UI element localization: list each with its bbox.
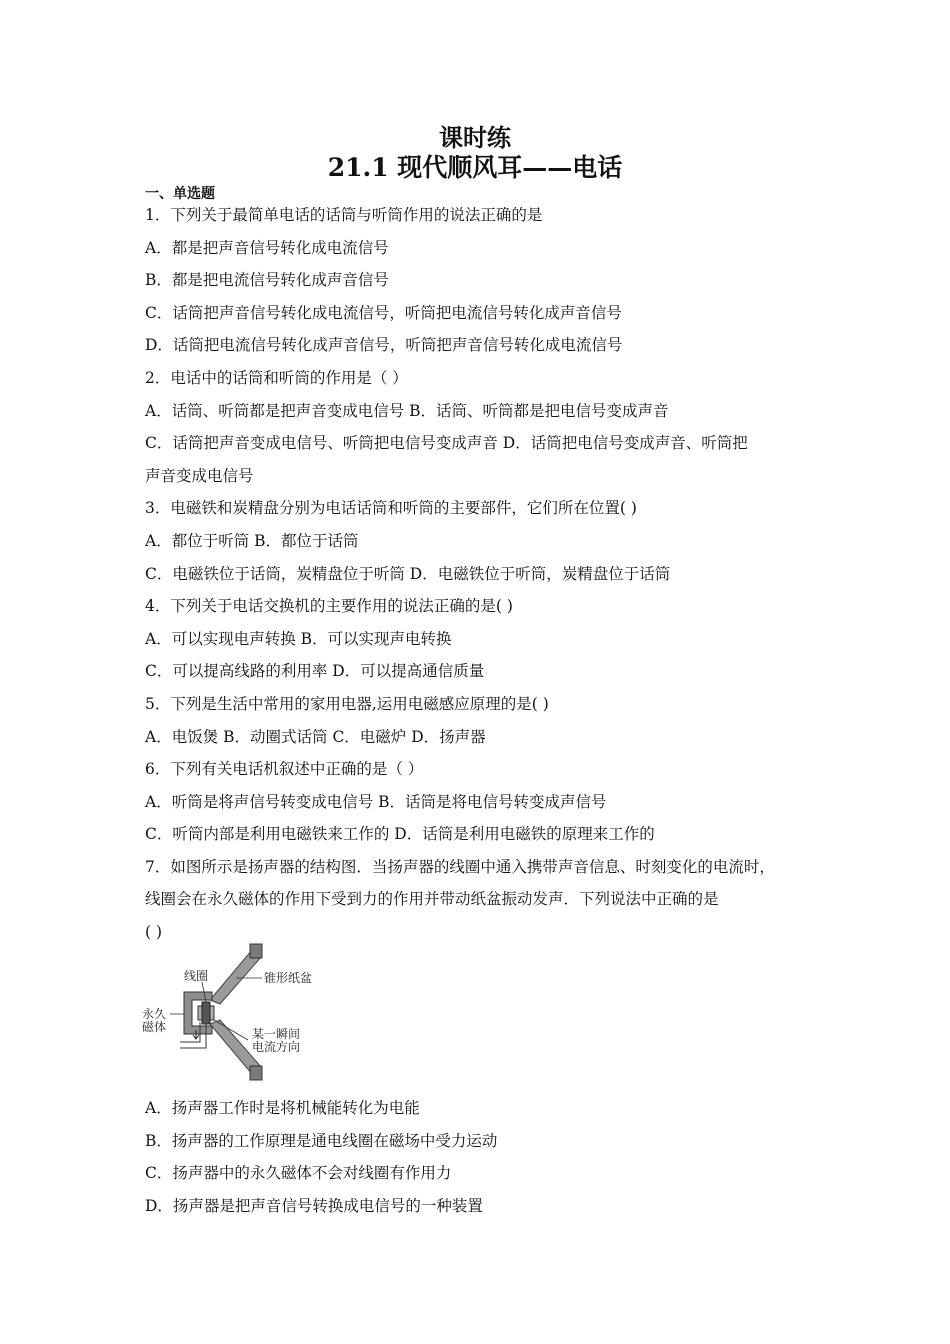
speaker-diagram-svg — [140, 942, 320, 1092]
section-heading: 一、单选题 — [145, 186, 215, 202]
label-coil: 线圈 — [184, 969, 209, 983]
q4-stem: 4．下列关于电话交换机的主要作用的说法正确的是( ) — [145, 597, 513, 616]
q1-stem: 1．下列关于最简单电话的话筒与听筒作用的说法正确的是 — [145, 206, 543, 224]
page-title: 课时练 — [439, 123, 511, 152]
q7-stem-3: ( ) — [145, 923, 163, 942]
q7-options — [145, 1092, 825, 1222]
q2-options-ab: A．话筒、听筒都是把声音变成电信号 B．话筒、听筒都是把电信号变成声音 — [145, 401, 669, 420]
q7-stem-1: 7．如图所示是扬声器的结构图．当扬声器的线圈中通入携带声音信息、时刻变化的电流时， — [145, 857, 775, 876]
frame-bottom — [250, 1066, 262, 1080]
q2-options-cd-1: C．话筒把声音变成电信号、听筒把电信号变成声音 D．话筒把电信号变成声音、听筒把 — [145, 434, 748, 453]
label-magnet: 永久 磁体 — [142, 1007, 167, 1034]
frame-top — [250, 944, 262, 958]
q5-stem: 5．下列是生活中常用的家用电器,运用电磁感应原理的是( ) — [145, 694, 549, 713]
label-current: 某一瞬间 电流方向 — [252, 1027, 301, 1054]
q4-options-cd: C．可以提高线路的利用率 D．可以提高通信质量 — [145, 662, 485, 681]
speaker-diagram — [140, 942, 320, 1092]
q4-options-ab: A．可以实现电声转换 B．可以实现声电转换 — [145, 629, 452, 648]
q6-stem: 6．下列有关电话机叙述中正确的是（ ） — [145, 760, 424, 779]
q2-options-cd-2: 声音变成电信号 — [145, 466, 254, 485]
question-list — [145, 199, 825, 949]
q7-option-d: D．扬声器是把声音信号转换成电信号的一种装置 — [145, 1196, 483, 1215]
q1-option-d: D．话筒把电流信号转化成声音信号，听筒把声音信号转化成电流信号 — [145, 336, 623, 355]
q5-options: A．电饭煲 B．动圈式话筒 C．电磁炉 D．扬声器 — [145, 727, 486, 746]
q7-option-a: A．扬声器工作时是将机械能转化为电能 — [145, 1099, 420, 1117]
coil — [202, 1002, 210, 1024]
q3-stem: 3．电磁铁和炭精盘分别为电话话筒和听筒的主要部件，它们所在位置( ) — [145, 499, 637, 518]
q6-options-cd: C．听筒内部是利用电磁铁来工作的 D．话筒是利用电磁铁的原理来工作的 — [145, 825, 655, 844]
page-subtitle: 21.1 现代顺风耳——电话 — [327, 153, 623, 182]
q2-stem: 2．电话中的话筒和听筒的作用是（ ） — [145, 368, 408, 387]
label-cone: 锥形纸盆 — [264, 971, 313, 985]
q3-options-cd: C．电磁铁位于话筒，炭精盘位于听筒 D．电磁铁位于听筒，炭精盘位于话筒 — [145, 564, 671, 583]
q3-options-ab: A．都位于听筒 B．都位于话筒 — [145, 531, 359, 550]
q7-option-c: C．扬声器中的永久磁体不会对线圈有作用力 — [145, 1164, 452, 1183]
q7-option-b: B．扬声器的工作原理是通电线圈在磁场中受力运动 — [145, 1131, 498, 1150]
q1-option-c: C．话筒把声音信号转化成电流信号，听筒把电流信号转化成声音信号 — [145, 303, 622, 322]
q7-stem-2: 线圈会在永久磁体的作用下受到力的作用并带动纸盆振动发声．下列说法中正确的是 — [145, 890, 719, 909]
q6-options-ab: A．听筒是将声信号转变成电信号 B．话筒是将电信号转变成声信号 — [145, 792, 607, 811]
q1-option-b: B．都是把电流信号转化成声音信号 — [145, 271, 389, 290]
q1-option-a: A．都是把声音信号转化成电流信号 — [145, 238, 389, 257]
